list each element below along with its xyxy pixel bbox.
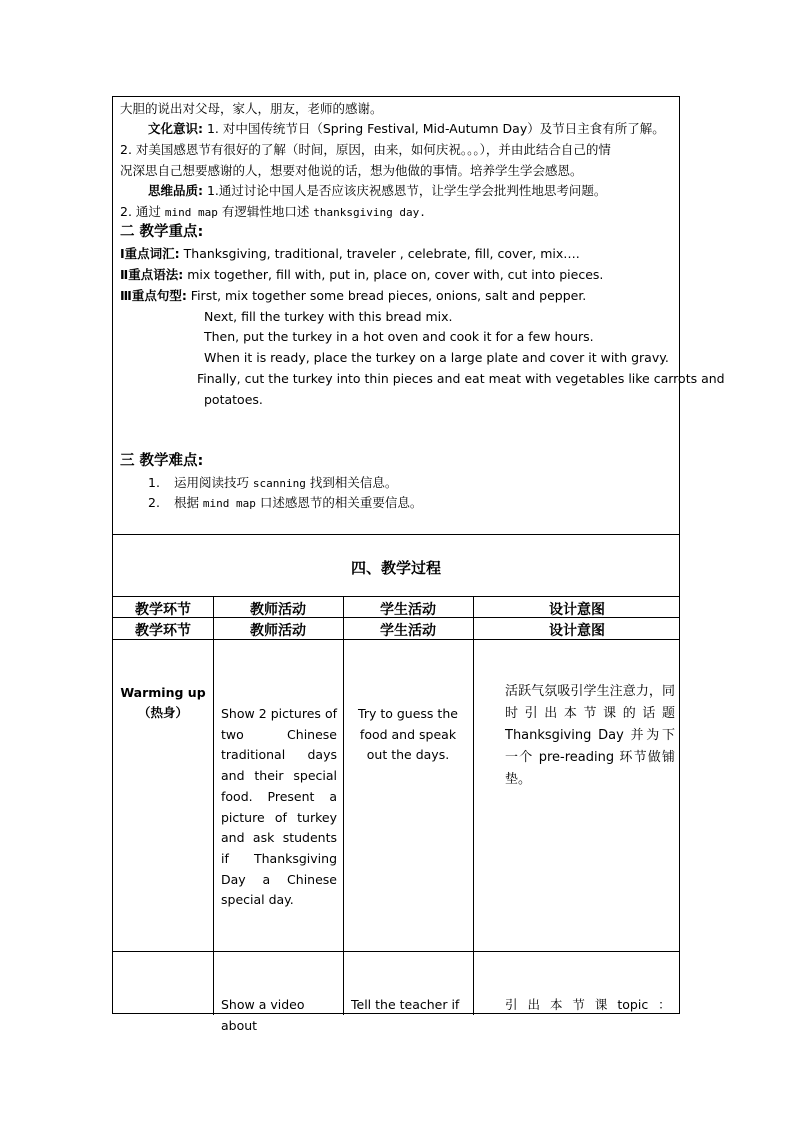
vocab-text: Thanksgiving, traditional, traveler , celebrate, fill, cover, mix…. [179,246,580,261]
difficulty-item-1 [148,475,397,492]
vocab-label: Ⅰ重点词汇: [120,246,180,261]
sentence-line-2: Next, fill the turkey with this bread mix. [204,309,453,324]
header-stage: 教学环节 [135,602,191,618]
scanning-term: scanning [252,477,306,490]
sentence-label: Ⅲ重点句型: [120,288,187,303]
culture-label: 文化意识: [148,121,203,136]
student-activity-1: Try to guess the food and speak out the days. [358,706,458,763]
grammar-text: mix together, fill with, put in, place on, cover with, cut into pieces. [183,267,604,282]
sentence-line-6: potatoes. [204,392,263,407]
stage-warming-up-cn: （热身） [137,705,188,720]
difficulty-item-2 [148,495,422,512]
row-divider [113,596,679,597]
header-teacher: 教师活动 [250,602,306,618]
row-divider [113,951,679,952]
item-number: 1. [148,475,160,490]
objectives-tail: 大胆的说出对父母，家人，朋友，老师的感谢。 [120,101,383,116]
mind-map-term: mind map [202,497,256,510]
header-student: 学生活动 [380,602,436,618]
grammar-line [120,267,603,283]
column-divider [473,596,474,1015]
thinking-label: 思维品质: [148,183,203,198]
thinking-text-2a: 2. 通过 [120,204,165,219]
teacher-activity-1: Show 2 pictures of two Chinese traditional days and their special food. Present a picture of turkey and ask students if Thanksgiving Day a Chinese special day. [221,706,337,908]
stage-warming-up: Warming up [120,685,206,700]
culture-text-1: 1. 对中国传统节日（Spring Festival, Mid-Autumn Day）及节日主食有所了解。 [203,121,665,136]
header-purpose: 设计意图 [549,602,605,618]
item-text: 口述感恩节的相关重要信息。 [255,495,423,510]
vocab-line [120,246,580,262]
item-text: 运用阅读技巧 [173,475,253,490]
sentence-line-4: When it is ready, place the turkey on a large plate and cover it with gravy. [204,350,669,365]
thinking-text-2c: 有逻辑性地口述 [217,204,314,219]
item-text: 找到相关信息。 [305,475,398,490]
header-purpose: 设计意图 [549,623,605,639]
item-number: 2. [148,495,160,510]
culture-line-3: 况深思自己想要感谢的人，想要对他说的话，想为他做的事情。培养学生学会感恩。 [120,163,583,178]
section-2-title: 二 教学重点: [120,224,204,240]
header-stage: 教学环节 [135,623,191,639]
thinking-line-2 [120,204,426,221]
grammar-label: Ⅱ重点语法: [120,267,184,282]
section-4-title: 四、教学过程 [350,559,441,577]
mind-map-term: mind map [164,206,218,219]
header-teacher: 教师活动 [250,623,306,639]
row-divider [113,534,679,535]
lesson-plan-table [112,96,725,1033]
header-student: 学生活动 [380,623,436,639]
thinking-line-1 [148,183,606,199]
culture-line-2: 2. 对美国感恩节有很好的了解（时间，原因，由来，如何庆祝。。。），并由此结合自己的情 [120,142,611,157]
sentence-line-1 [120,288,586,304]
sentence-line-5: Finally, cut the turkey into thin pieces and eat meat with vegetables like carrots and [197,371,725,386]
culture-line-1 [148,121,665,137]
column-divider [343,596,344,1015]
sentence-line-3: Then, put the turkey in a hot oven and cook it for a few hours. [204,329,594,344]
teacher-activity-2: Show a video about [221,997,305,1033]
design-purpose-2: 引 出 本 节 课 topic ： [505,997,671,1012]
design-purpose-1: 活跃气氛吸引学生注意力，同时引出本节课的话题 Thanksgiving Day 并为下一个 pre-reading 环节做铺垫。 [505,684,675,787]
section-3-title: 三 教学难点: [120,453,204,469]
thinking-text-1: 1.通过讨论中国人是否应该庆祝感恩节，让学生学会批判性地思考问题。 [203,183,607,198]
sentence-text-1: First, mix together some bread pieces, onions, salt and pepper. [186,288,587,303]
thanksgiving-term: thanksgiving day. [313,206,426,219]
column-divider [213,596,214,1015]
student-activity-2: Tell the teacher if [351,997,460,1012]
item-text: 根据 [173,495,203,510]
